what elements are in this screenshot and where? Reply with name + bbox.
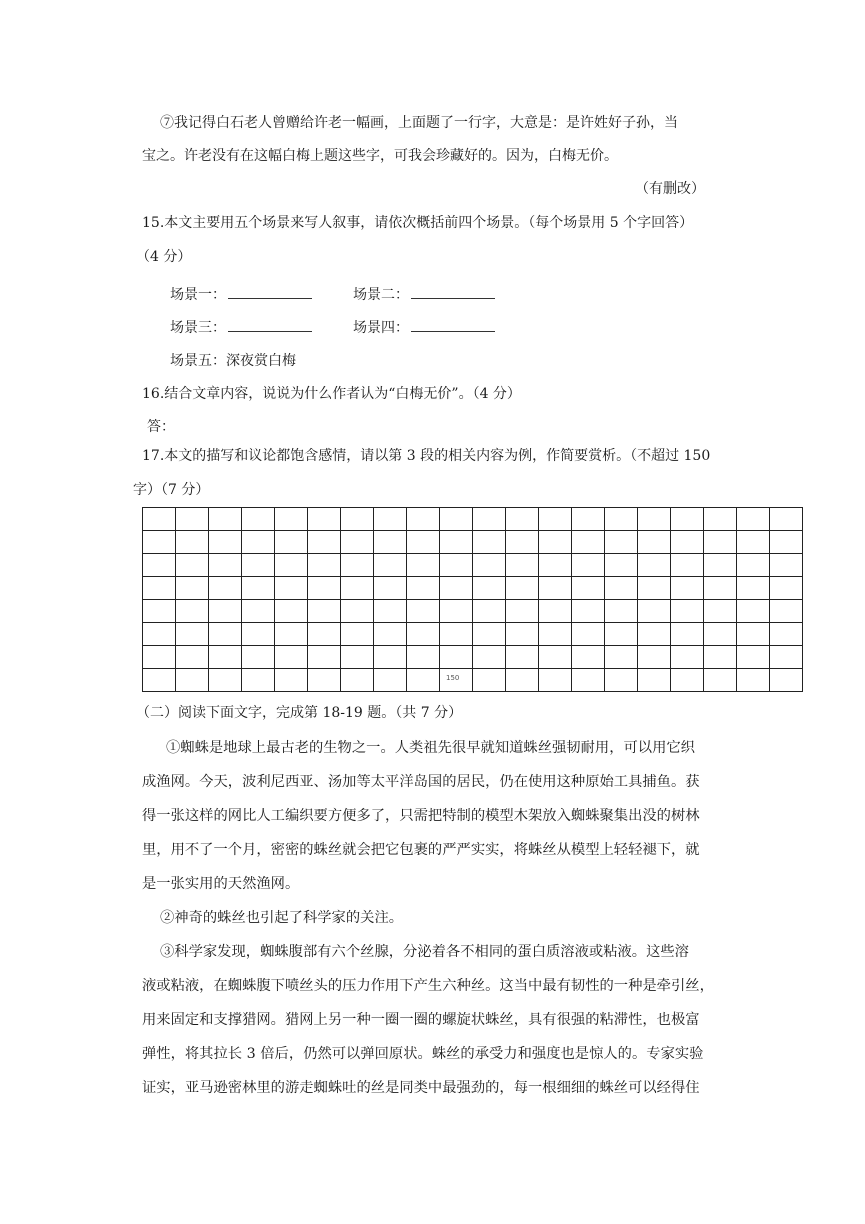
grid-cell[interactable] bbox=[275, 600, 308, 623]
p1-line2: 成渔网。今天，波利尼西亚、汤加等太平洋岛国的居民，仍在使用这种原始工具捕鱼。获 bbox=[142, 774, 700, 790]
grid-cell[interactable] bbox=[407, 600, 440, 623]
grid-cell[interactable] bbox=[143, 554, 176, 577]
grid-row bbox=[143, 577, 803, 600]
grid-cell[interactable] bbox=[275, 623, 308, 646]
grid-cell[interactable] bbox=[440, 623, 473, 646]
scene3-label: 场景三： bbox=[170, 320, 226, 336]
grid-cell[interactable] bbox=[176, 646, 209, 669]
p1-line3: 得一张这样的网比人工编织要方便多了，只需把特制的模型木架放入蜘蛛聚集出没的树林 bbox=[142, 808, 700, 824]
grid-cell[interactable] bbox=[209, 508, 242, 531]
grid-cell[interactable] bbox=[308, 646, 341, 669]
grid-cell[interactable] bbox=[341, 669, 374, 692]
grid-row bbox=[143, 669, 803, 692]
grid-cell[interactable] bbox=[572, 646, 605, 669]
grid-cell[interactable] bbox=[671, 600, 704, 623]
grid-cell[interactable] bbox=[440, 669, 473, 692]
grid-cell[interactable] bbox=[473, 508, 506, 531]
grid-cell[interactable] bbox=[506, 646, 539, 669]
grid-cell[interactable] bbox=[176, 577, 209, 600]
grid-cell[interactable] bbox=[143, 531, 176, 554]
scene1-blank[interactable] bbox=[228, 284, 312, 299]
para7-line1: ⑦我记得白石老人曾赠给许老一幅画，上面题了一行字，大意是：是许姓好子孙，当 bbox=[160, 115, 678, 131]
grid-cell[interactable] bbox=[770, 554, 803, 577]
grid-cell[interactable] bbox=[341, 577, 374, 600]
grid-cell[interactable] bbox=[770, 508, 803, 531]
grid-cell[interactable] bbox=[473, 600, 506, 623]
grid-cell[interactable] bbox=[506, 531, 539, 554]
grid-cell[interactable] bbox=[605, 554, 638, 577]
grid-cell[interactable] bbox=[704, 554, 737, 577]
grid-cell[interactable] bbox=[506, 600, 539, 623]
scene2 bbox=[353, 284, 495, 305]
p3-line2: 液或粘液，在蜘蛛腹下喷丝头的压力作用下产生六种丝。这当中最有韧性的一种是牵引丝， bbox=[142, 978, 714, 994]
grid-cell[interactable] bbox=[407, 646, 440, 669]
grid-cell[interactable] bbox=[374, 554, 407, 577]
grid-cell[interactable] bbox=[671, 669, 704, 692]
grid-cell[interactable] bbox=[671, 531, 704, 554]
scene2-label: 场景二： bbox=[353, 287, 409, 303]
section-two-heading: （二）阅读下面文字，完成第 18-19 题。（共 7 分） bbox=[136, 705, 463, 721]
grid-cell[interactable] bbox=[605, 508, 638, 531]
grid-cell[interactable] bbox=[605, 531, 638, 554]
grid-cell[interactable] bbox=[638, 554, 671, 577]
grid-cell[interactable] bbox=[605, 646, 638, 669]
grid-cell[interactable] bbox=[638, 669, 671, 692]
grid-cell[interactable] bbox=[209, 531, 242, 554]
scene1-label: 场景一： bbox=[170, 287, 226, 303]
grid-cell[interactable] bbox=[539, 577, 572, 600]
grid-cell[interactable] bbox=[440, 600, 473, 623]
grid-cell[interactable] bbox=[209, 646, 242, 669]
grid-cell[interactable] bbox=[473, 577, 506, 600]
p3-line1: ③科学家发现，蜘蛛腹部有六个丝腺，分泌着各不相同的蛋白质溶液或粘液。这些溶 bbox=[160, 944, 689, 960]
q17-score: 字）（7 分） bbox=[133, 482, 210, 498]
scene5: 场景五：深夜赏白梅 bbox=[170, 353, 296, 369]
scene4-blank[interactable] bbox=[411, 317, 495, 332]
grid-cell[interactable] bbox=[704, 600, 737, 623]
grid-cell[interactable] bbox=[275, 646, 308, 669]
grid-cell[interactable] bbox=[704, 669, 737, 692]
grid-row bbox=[143, 554, 803, 577]
grid-cell[interactable] bbox=[209, 577, 242, 600]
grid-cell[interactable] bbox=[242, 646, 275, 669]
grid-cell[interactable] bbox=[770, 646, 803, 669]
grid-cell[interactable] bbox=[143, 623, 176, 646]
grid-cell[interactable] bbox=[275, 554, 308, 577]
grid-count-mark: 150 bbox=[446, 674, 460, 682]
grid-cell[interactable] bbox=[638, 577, 671, 600]
q16-answer-label: 答： bbox=[147, 419, 175, 435]
grid-cell[interactable] bbox=[770, 600, 803, 623]
scene4-label: 场景四： bbox=[353, 320, 409, 336]
grid-cell[interactable] bbox=[308, 577, 341, 600]
q16-prompt: 16.结合文章内容，说说为什么作者认为“白梅无价”。（4 分） bbox=[142, 386, 521, 402]
grid-cell[interactable] bbox=[572, 531, 605, 554]
grid-cell[interactable] bbox=[572, 623, 605, 646]
grid-cell[interactable] bbox=[506, 508, 539, 531]
grid-cell[interactable] bbox=[704, 508, 737, 531]
grid-cell[interactable] bbox=[770, 669, 803, 692]
grid-cell[interactable] bbox=[770, 531, 803, 554]
grid-cell[interactable] bbox=[209, 669, 242, 692]
grid-cell[interactable] bbox=[242, 531, 275, 554]
grid-cell[interactable] bbox=[572, 669, 605, 692]
grid-cell[interactable] bbox=[605, 669, 638, 692]
grid-cell[interactable] bbox=[605, 623, 638, 646]
grid-cell[interactable] bbox=[671, 623, 704, 646]
grid-cell[interactable] bbox=[374, 669, 407, 692]
grid-cell[interactable] bbox=[473, 669, 506, 692]
grid-cell[interactable] bbox=[176, 600, 209, 623]
grid-cell[interactable] bbox=[572, 577, 605, 600]
grid-cell[interactable] bbox=[143, 508, 176, 531]
grid-cell[interactable] bbox=[638, 600, 671, 623]
p1-line1: ①蜘蛛是地球上最古老的生物之一。人类祖先很早就知道蛛丝强韧耐用，可以用它织 bbox=[166, 740, 695, 756]
grid-row bbox=[143, 508, 803, 531]
grid-cell[interactable] bbox=[440, 508, 473, 531]
p3-line4: 弹性，将其拉长 3 倍后，仍然可以弹回原状。蛛丝的承受力和强度也是惊人的。专家实验 bbox=[142, 1046, 704, 1062]
grid-cell[interactable] bbox=[374, 623, 407, 646]
grid-cell[interactable] bbox=[440, 531, 473, 554]
grid-cell[interactable] bbox=[209, 600, 242, 623]
p1-line5: 是一张实用的天然渔网。 bbox=[142, 876, 300, 892]
grid-cell[interactable] bbox=[506, 577, 539, 600]
para7-line2: 宝之。许老没有在这幅白梅上题这些字，可我会珍藏好的。因为，白梅无价。 bbox=[142, 148, 618, 164]
grid-cell[interactable] bbox=[671, 646, 704, 669]
grid-cell[interactable] bbox=[176, 554, 209, 577]
grid-cell[interactable] bbox=[737, 554, 770, 577]
grid-cell[interactable] bbox=[176, 531, 209, 554]
grid-cell[interactable] bbox=[275, 508, 308, 531]
grid-cell[interactable] bbox=[341, 554, 374, 577]
p3-line5: 证实，亚马逊密林里的游走蜘蛛吐的丝是同类中最强劲的，每一根细细的蛛丝可以经得住 bbox=[142, 1080, 700, 1096]
grid-cell[interactable] bbox=[242, 623, 275, 646]
grid-cell[interactable] bbox=[770, 577, 803, 600]
grid-cell[interactable] bbox=[374, 646, 407, 669]
grid-cell[interactable] bbox=[671, 554, 704, 577]
grid-cell[interactable] bbox=[737, 508, 770, 531]
grid-cell[interactable] bbox=[704, 577, 737, 600]
grid-cell[interactable] bbox=[143, 646, 176, 669]
grid-cell[interactable] bbox=[374, 577, 407, 600]
grid-cell[interactable] bbox=[374, 600, 407, 623]
grid-row bbox=[143, 646, 803, 669]
grid-cell[interactable] bbox=[242, 554, 275, 577]
p3-line3: 用来固定和支撑猎网。猎网上另一种一圈一圈的螺旋状蛛丝，具有很强的粘滞性，也极富 bbox=[142, 1012, 700, 1028]
grid-cell[interactable] bbox=[341, 508, 374, 531]
grid-cell[interactable] bbox=[737, 623, 770, 646]
grid-cell[interactable] bbox=[737, 669, 770, 692]
grid-cell[interactable] bbox=[308, 623, 341, 646]
grid-cell[interactable] bbox=[341, 623, 374, 646]
grid-cell[interactable] bbox=[407, 577, 440, 600]
grid-cell[interactable] bbox=[506, 669, 539, 692]
grid-row bbox=[143, 531, 803, 554]
grid-cell[interactable] bbox=[737, 600, 770, 623]
grid-cell[interactable] bbox=[539, 508, 572, 531]
grid-cell[interactable] bbox=[737, 531, 770, 554]
grid-cell[interactable] bbox=[407, 623, 440, 646]
grid-cell[interactable] bbox=[407, 531, 440, 554]
grid-cell[interactable] bbox=[176, 669, 209, 692]
grid-cell[interactable] bbox=[440, 646, 473, 669]
grid-cell[interactable] bbox=[539, 554, 572, 577]
grid-cell[interactable] bbox=[671, 508, 704, 531]
grid-cell[interactable] bbox=[638, 531, 671, 554]
grid-cell[interactable] bbox=[209, 623, 242, 646]
scene2-blank[interactable] bbox=[411, 284, 495, 299]
grid-cell[interactable] bbox=[605, 577, 638, 600]
grid-cell[interactable] bbox=[176, 508, 209, 531]
grid-cell[interactable] bbox=[275, 577, 308, 600]
grid-cell[interactable] bbox=[506, 623, 539, 646]
grid-cell[interactable] bbox=[638, 623, 671, 646]
grid-cell[interactable] bbox=[275, 669, 308, 692]
grid-cell[interactable] bbox=[143, 669, 176, 692]
grid-cell[interactable] bbox=[308, 531, 341, 554]
grid-cell[interactable] bbox=[737, 577, 770, 600]
grid-row bbox=[143, 600, 803, 623]
q15-prompt: 15.本文主要用五个场景来写人叙事，请依次概括前四个场景。（每个场景用 5 个字回答） bbox=[142, 215, 694, 231]
grid-cell[interactable] bbox=[539, 646, 572, 669]
grid-cell[interactable] bbox=[638, 508, 671, 531]
grid-cell[interactable] bbox=[572, 508, 605, 531]
grid-cell[interactable] bbox=[341, 646, 374, 669]
grid-cell[interactable] bbox=[242, 669, 275, 692]
grid-cell[interactable] bbox=[473, 554, 506, 577]
answer-grid[interactable] bbox=[142, 507, 803, 692]
scene4 bbox=[353, 317, 495, 338]
grid-cell[interactable] bbox=[308, 554, 341, 577]
q15-score: （4 分） bbox=[136, 249, 192, 265]
grid-cell[interactable] bbox=[242, 600, 275, 623]
grid-cell[interactable] bbox=[572, 554, 605, 577]
grid-cell[interactable] bbox=[572, 600, 605, 623]
source-note: （有删改） bbox=[635, 181, 705, 197]
grid-cell[interactable] bbox=[539, 623, 572, 646]
grid-cell[interactable] bbox=[176, 623, 209, 646]
grid-cell[interactable] bbox=[473, 623, 506, 646]
grid-cell[interactable] bbox=[242, 508, 275, 531]
grid-cell[interactable] bbox=[341, 531, 374, 554]
grid-cell[interactable] bbox=[275, 531, 308, 554]
grid-cell[interactable] bbox=[506, 554, 539, 577]
grid-cell[interactable] bbox=[737, 646, 770, 669]
grid-cell[interactable] bbox=[308, 600, 341, 623]
grid-cell[interactable] bbox=[374, 508, 407, 531]
grid-cell[interactable] bbox=[704, 623, 737, 646]
p1-line4: 里，用不了一个月，密密的蛛丝就会把它包裹的严严实实，将蛛丝从模型上轻轻褪下，就 bbox=[142, 842, 700, 858]
grid-cell[interactable] bbox=[143, 577, 176, 600]
grid-cell[interactable] bbox=[539, 669, 572, 692]
grid-row bbox=[143, 623, 803, 646]
q17-prompt: 17.本文的描写和议论都饱含感情，请以第 3 段的相关内容为例，作简要赏析。（不超过 150 bbox=[142, 448, 711, 464]
grid-cell[interactable] bbox=[440, 577, 473, 600]
grid-cell[interactable] bbox=[770, 623, 803, 646]
grid-cell[interactable] bbox=[473, 531, 506, 554]
grid-cell[interactable] bbox=[539, 531, 572, 554]
grid-cell[interactable] bbox=[374, 531, 407, 554]
grid-cell[interactable] bbox=[704, 531, 737, 554]
scene3-blank[interactable] bbox=[228, 317, 312, 332]
grid-cell[interactable] bbox=[605, 600, 638, 623]
grid-cell[interactable] bbox=[407, 554, 440, 577]
grid-cell[interactable] bbox=[440, 554, 473, 577]
grid-cell[interactable] bbox=[473, 646, 506, 669]
grid-cell[interactable] bbox=[341, 600, 374, 623]
grid-cell[interactable] bbox=[143, 600, 176, 623]
grid-cell[interactable] bbox=[704, 646, 737, 669]
grid-cell[interactable] bbox=[308, 508, 341, 531]
scene1 bbox=[170, 284, 312, 305]
grid-cell[interactable] bbox=[407, 508, 440, 531]
grid-cell[interactable] bbox=[308, 669, 341, 692]
grid-cell[interactable] bbox=[242, 577, 275, 600]
grid-cell[interactable] bbox=[539, 600, 572, 623]
grid-cell[interactable] bbox=[671, 577, 704, 600]
scene3 bbox=[170, 317, 312, 338]
grid-cell[interactable] bbox=[407, 669, 440, 692]
p2: ②神奇的蛛丝也引起了科学家的关注。 bbox=[160, 910, 404, 926]
grid-cell[interactable] bbox=[209, 554, 242, 577]
grid-cell[interactable] bbox=[638, 646, 671, 669]
